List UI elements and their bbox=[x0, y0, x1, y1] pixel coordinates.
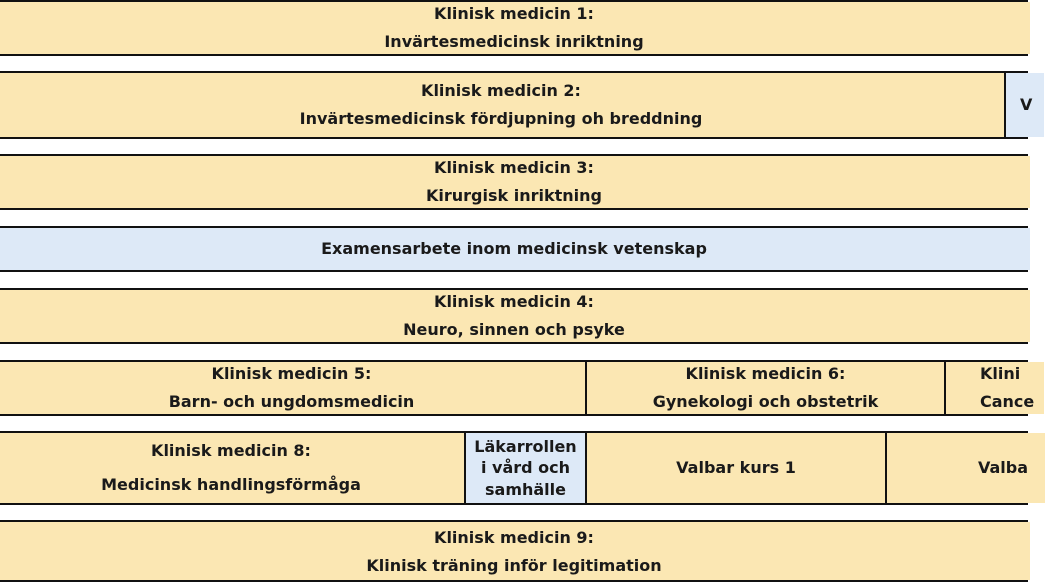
course-subtitle: Klinisk träning inför legitimation bbox=[366, 556, 662, 575]
course-klinisk-medicin-1 bbox=[0, 2, 1030, 54]
course-row-6-cut-off-cell bbox=[944, 362, 1044, 414]
course-subtitle: Invärtesmedicinsk inriktning bbox=[384, 32, 644, 51]
course-row-7-cut-off-cell bbox=[885, 433, 1045, 503]
course-klinisk-medicin-5 bbox=[0, 362, 585, 414]
course-title: V bbox=[1020, 95, 1033, 114]
course-examensarbete bbox=[0, 228, 1030, 270]
course-title: Klini bbox=[980, 364, 1021, 383]
course-title: Klinisk medicin 5: bbox=[211, 364, 372, 383]
course-subtitle: Cance bbox=[980, 392, 1035, 411]
course-subtitle: Kirurgisk inriktning bbox=[426, 186, 602, 205]
course-klinisk-medicin-4 bbox=[0, 290, 1030, 342]
course-title: Valba bbox=[978, 458, 1029, 477]
course-klinisk-medicin-3 bbox=[0, 156, 1030, 208]
course-row-1 bbox=[0, 0, 1028, 56]
course-title: Klinisk medicin 4: bbox=[434, 292, 594, 311]
course-row-7 bbox=[0, 431, 1028, 505]
course-lakarrollen bbox=[464, 433, 585, 503]
course-title: Klinisk medicin 1: bbox=[434, 4, 594, 23]
course-row-4 bbox=[0, 226, 1028, 272]
course-title: Läkarrollen i vård och samhälle bbox=[474, 436, 577, 499]
course-subtitle: Neuro, sinnen och psyke bbox=[403, 320, 625, 339]
course-subtitle: Invärtesmedicinsk fördjupning oh breddning bbox=[299, 109, 703, 128]
course-row-2-cut-off-cell bbox=[1004, 73, 1044, 137]
course-valbar-kurs-1 bbox=[585, 433, 885, 503]
course-row-6 bbox=[0, 360, 1035, 416]
course-subtitle: Barn- och ungdomsmedicin bbox=[168, 392, 415, 411]
course-title: Klinisk medicin 3: bbox=[434, 158, 594, 177]
course-row-5 bbox=[0, 288, 1028, 344]
course-row-3 bbox=[0, 154, 1028, 210]
course-title: Valbar kurs 1 bbox=[676, 458, 796, 477]
course-klinisk-medicin-2 bbox=[0, 73, 1004, 137]
course-title: Klinisk medicin 9: bbox=[434, 528, 594, 547]
course-title: Klinisk medicin 6: bbox=[685, 364, 846, 383]
course-klinisk-medicin-9 bbox=[0, 522, 1030, 580]
course-subtitle: Medicinsk handlingsförmåga bbox=[101, 475, 361, 494]
course-klinisk-medicin-6 bbox=[585, 362, 944, 414]
course-title: Examensarbete inom medicinsk vetenskap bbox=[321, 239, 707, 258]
course-row-2 bbox=[0, 71, 1033, 139]
course-title: Klinisk medicin 8: bbox=[151, 441, 311, 461]
course-klinisk-medicin-8 bbox=[0, 433, 464, 503]
course-row-8 bbox=[0, 520, 1028, 582]
course-subtitle: Gynekologi och obstetrik bbox=[652, 392, 879, 411]
course-title: Klinisk medicin 2: bbox=[421, 81, 581, 100]
